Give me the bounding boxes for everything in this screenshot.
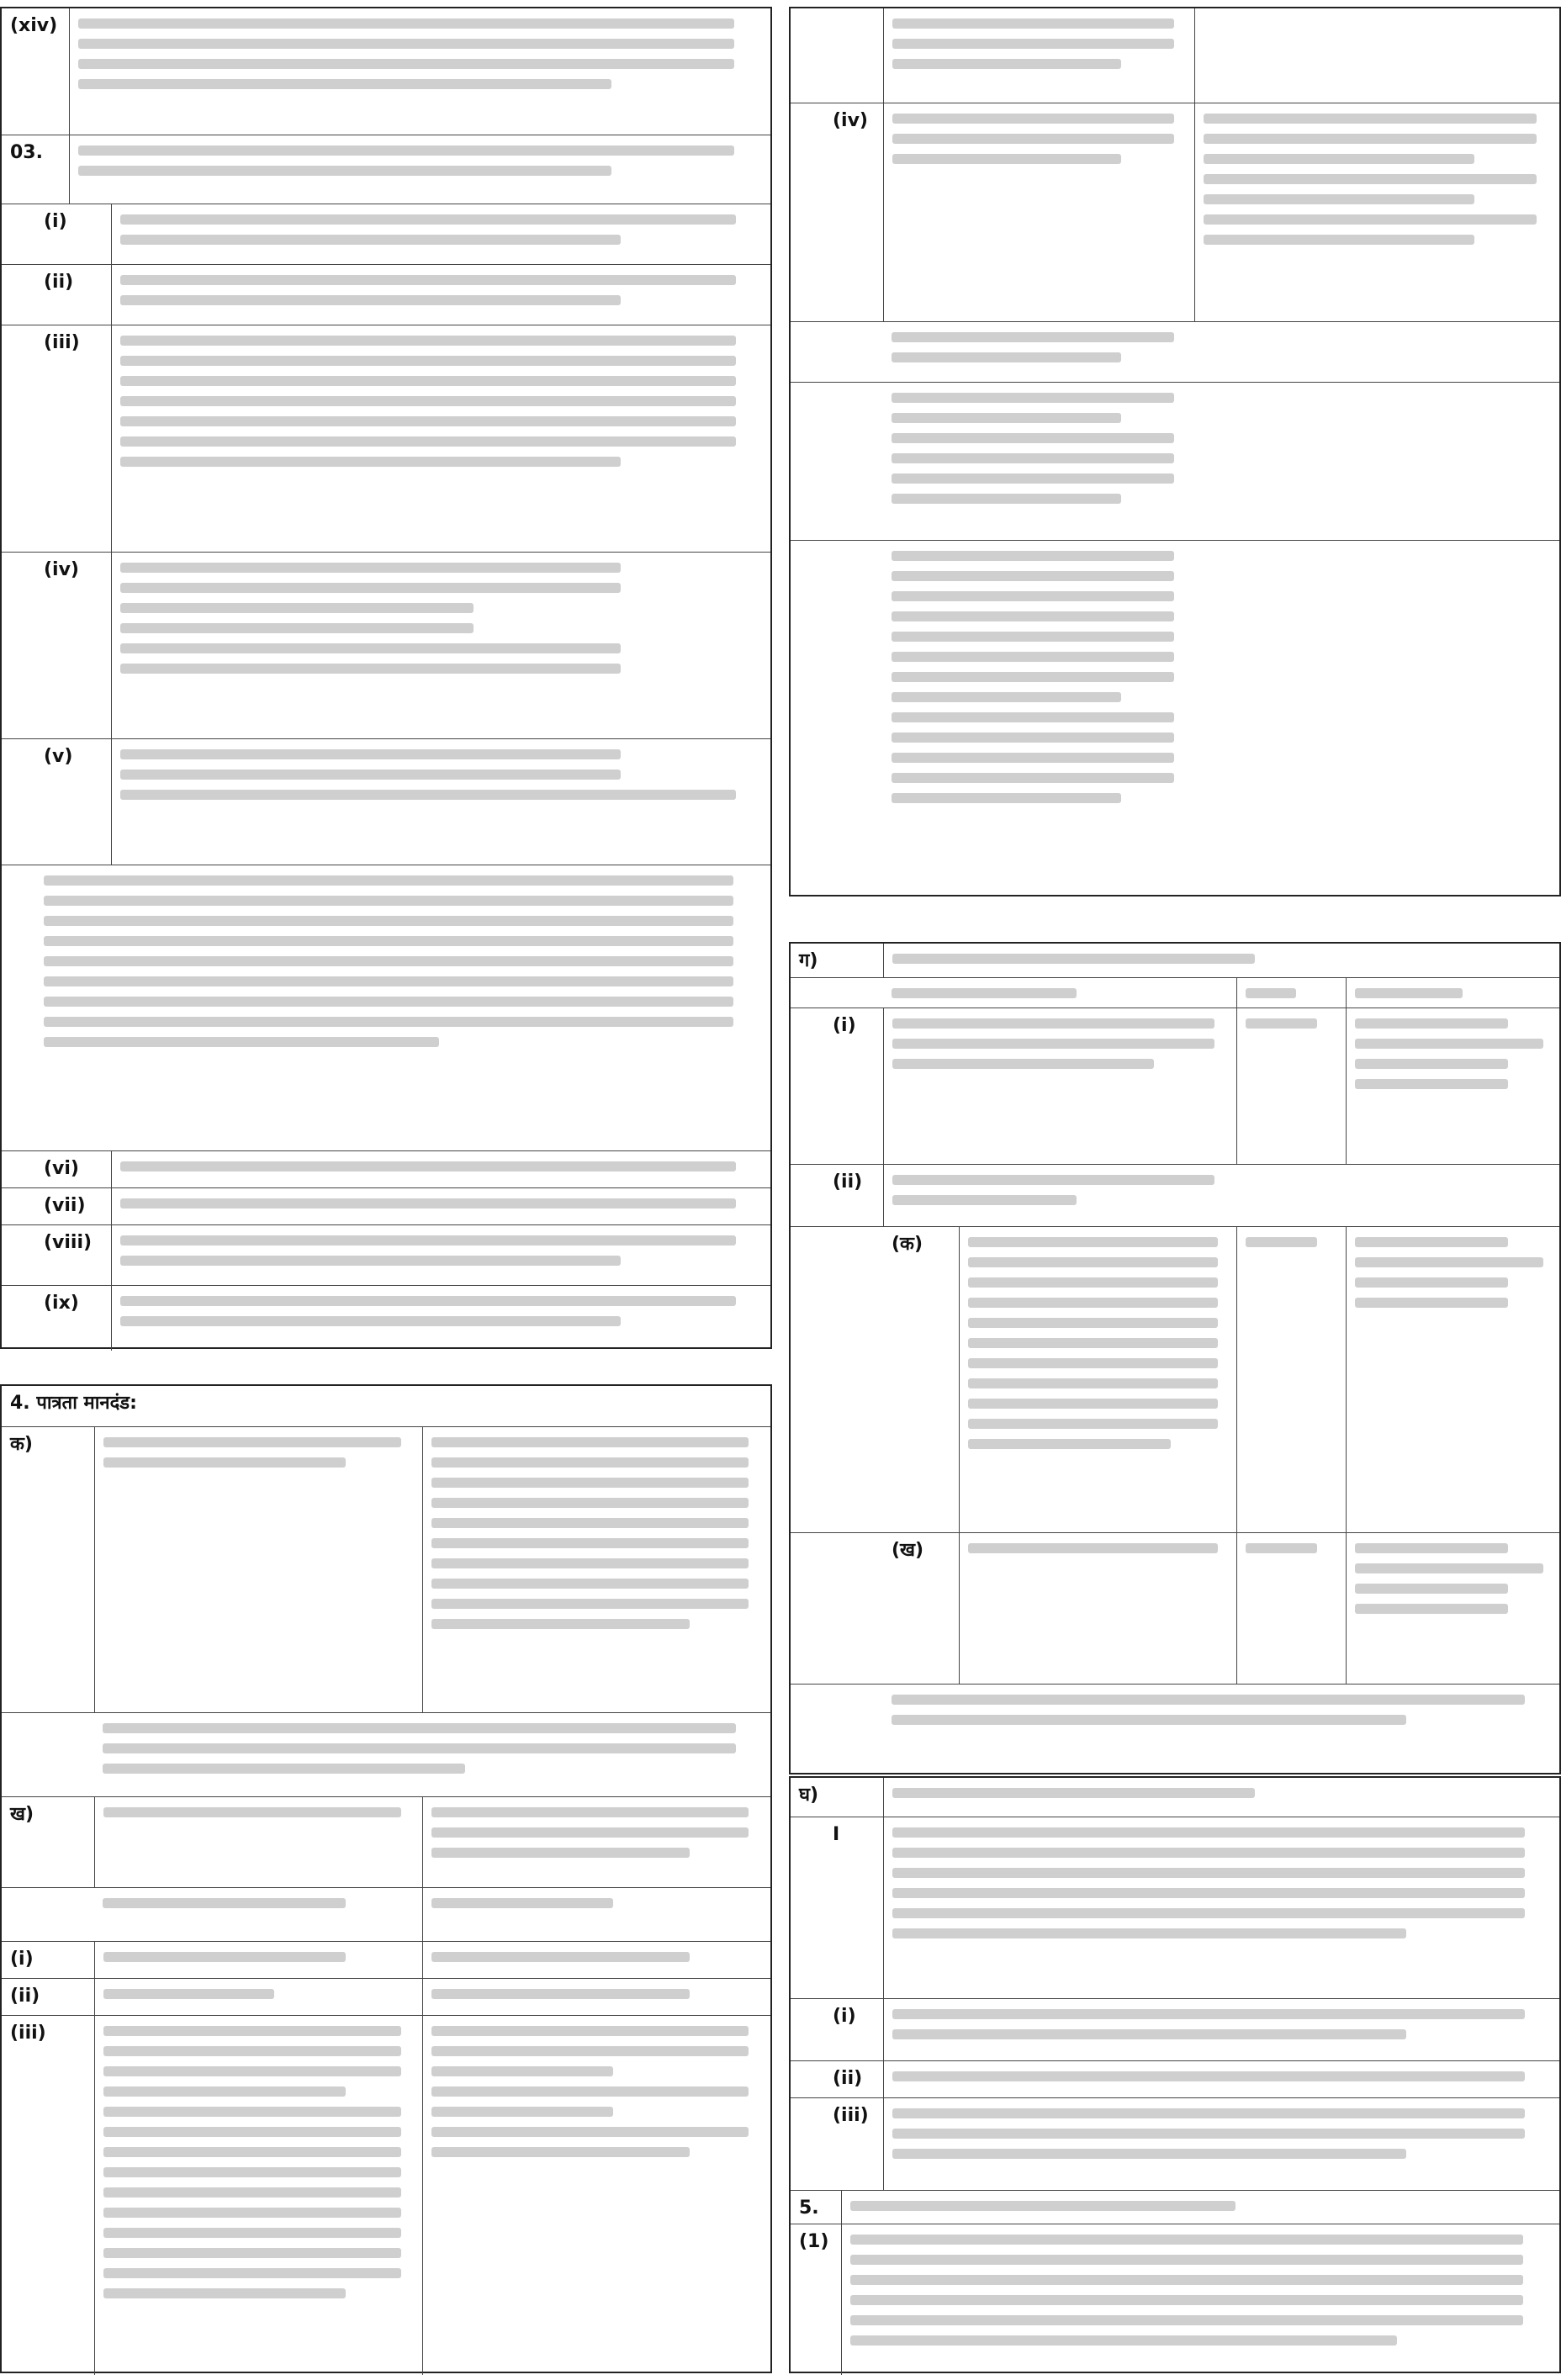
marker-ii: (ii)	[44, 272, 74, 293]
marker-medical-ii: (ii)	[833, 2068, 863, 2089]
physical-row-ka	[791, 1226, 1559, 1532]
text-placeholder	[422, 2016, 770, 2375]
physical-row-ii	[791, 1164, 1559, 1226]
text-placeholder	[883, 383, 1194, 540]
marker-i: (i)	[44, 211, 67, 232]
row-vii	[2, 1187, 770, 1224]
text-placeholder	[1236, 1533, 1346, 1684]
marker-vi: (vi)	[44, 1158, 79, 1179]
marker-vii: (vii)	[44, 1195, 86, 1216]
text-placeholder	[94, 1979, 422, 2015]
text-placeholder	[959, 1227, 1236, 1532]
text-placeholder	[1194, 103, 1559, 321]
marker-age-ii: (ii)	[10, 1986, 40, 2007]
text-placeholder	[94, 1942, 422, 1978]
row-note-right	[791, 540, 1559, 898]
text-placeholder	[1236, 978, 1346, 1008]
row-age-iii	[2, 2015, 770, 2375]
eligibility-heading: 4. पात्रता मानदंड:	[10, 1393, 137, 1414]
text-placeholder	[94, 1797, 422, 1887]
row-i	[2, 204, 770, 264]
text-placeholder	[94, 1427, 422, 1712]
physical-column-header-row	[791, 977, 1559, 1008]
text-placeholder	[111, 265, 770, 325]
text-placeholder	[1346, 978, 1559, 1008]
row-kha	[2, 1796, 770, 1887]
row-vi	[2, 1150, 770, 1187]
text-placeholder	[111, 1188, 770, 1224]
medical-heading-row	[791, 1778, 1559, 1817]
marker-v: (v)	[44, 746, 73, 767]
row-iv-right	[791, 103, 1559, 321]
row-ka-note	[2, 1712, 770, 1796]
row-ka	[2, 1426, 770, 1712]
text-placeholder	[883, 322, 1194, 382]
text-placeholder	[1236, 1008, 1346, 1164]
text-placeholder	[883, 1165, 1236, 1226]
marker-xiv: (xiv)	[10, 15, 58, 36]
marker-iv: (iv)	[44, 559, 79, 580]
row-age-i	[2, 1941, 770, 1978]
eligibility-heading-row	[2, 1386, 770, 1426]
empty-cell	[791, 8, 883, 103]
text-placeholder	[422, 1979, 770, 2015]
text-placeholder	[1346, 1227, 1559, 1532]
physical-row-i	[791, 1008, 1559, 1164]
marker-kha: ख)	[10, 1804, 34, 1825]
text-placeholder	[841, 2191, 1559, 2224]
row-note	[2, 865, 770, 1150]
text-placeholder	[1236, 1227, 1346, 1532]
text-placeholder	[883, 1008, 1236, 1164]
marker-physical-i: (i)	[833, 1015, 856, 1036]
physical-heading-row	[791, 944, 1559, 977]
marker-iv-right: (iv)	[833, 110, 868, 131]
text-placeholder	[883, 2061, 1559, 2097]
eligibility-block	[0, 1384, 772, 2373]
row-age-header	[2, 1887, 770, 1941]
text-placeholder	[841, 2224, 1559, 2375]
text-placeholder	[94, 1713, 770, 1796]
medical-standards-block	[789, 1776, 1561, 2373]
text-placeholder	[94, 1888, 422, 1941]
text-placeholder	[883, 978, 1236, 1008]
text-placeholder	[883, 1999, 1559, 2060]
row-03	[2, 135, 770, 204]
text-placeholder	[111, 325, 770, 552]
text-placeholder	[959, 1533, 1236, 1684]
text-placeholder	[883, 8, 1194, 103]
physical-note-row	[791, 1684, 1559, 1776]
physical-row-kha	[791, 1532, 1559, 1684]
row-age-ii	[2, 1978, 770, 2015]
text-placeholder	[1346, 1533, 1559, 1684]
text-placeholder	[111, 1225, 770, 1285]
text-placeholder	[35, 865, 770, 1150]
text-placeholder	[883, 944, 1559, 977]
marker-age-iii: (iii)	[10, 2023, 46, 2044]
marker-iii: (iii)	[44, 332, 80, 353]
text-placeholder	[111, 1286, 770, 1351]
marker-5: 5.	[799, 2198, 819, 2219]
marker-medical-i: (i)	[833, 2006, 856, 2027]
age-relaxation-continued-block	[789, 7, 1561, 896]
text-placeholder	[422, 1427, 770, 1712]
marker-medical-I: I	[833, 1824, 840, 1845]
row-iv	[2, 552, 770, 738]
medical-row-I	[791, 1817, 1559, 1998]
text-placeholder	[111, 1151, 770, 1187]
medical-row-iii	[791, 2097, 1559, 2190]
empty-cell	[1194, 8, 1559, 103]
text-placeholder	[883, 1778, 1559, 1817]
marker-ex-1: (1)	[799, 2231, 829, 2252]
row-viii	[2, 1224, 770, 1285]
text-placeholder	[883, 2098, 1559, 2190]
row-ii	[2, 264, 770, 325]
text-placeholder	[883, 541, 1194, 898]
ex-servicemen-row-1	[791, 2224, 1559, 2375]
text-placeholder	[422, 1942, 770, 1978]
medical-row-i	[791, 1998, 1559, 2060]
text-placeholder	[883, 1685, 1559, 1776]
text-placeholder	[422, 1888, 770, 1941]
text-placeholder	[111, 739, 770, 865]
row-ix	[2, 1285, 770, 1351]
marker-viii: (viii)	[44, 1232, 93, 1253]
row-dependents	[791, 382, 1559, 540]
recruitment-process-block	[0, 7, 772, 1349]
row-iii	[2, 325, 770, 552]
marker-ka: क)	[10, 1434, 33, 1455]
text-placeholder	[883, 103, 1194, 321]
text-placeholder	[1346, 1008, 1559, 1164]
marker-physical-ka: (क)	[892, 1234, 923, 1255]
marker-gha: घ)	[799, 1785, 819, 1806]
text-placeholder	[111, 204, 770, 264]
marker-ga: ग)	[799, 950, 818, 971]
marker-ix: (ix)	[44, 1293, 79, 1314]
text-placeholder	[94, 2016, 422, 2375]
marker-age-i: (i)	[10, 1949, 34, 1970]
row-children	[791, 321, 1559, 382]
marker-physical-kha: (ख)	[892, 1540, 924, 1561]
text-placeholder	[883, 1817, 1559, 1998]
marker-physical-ii: (ii)	[833, 1171, 863, 1193]
text-placeholder	[69, 135, 770, 204]
medical-row-ii	[791, 2060, 1559, 2097]
row-xiv	[2, 8, 770, 135]
marker-03: 03.	[10, 142, 43, 163]
text-placeholder	[111, 553, 770, 738]
row-continued	[791, 8, 1559, 103]
text-placeholder	[422, 1797, 770, 1887]
ex-servicemen-heading-row	[791, 2190, 1559, 2224]
marker-medical-iii: (iii)	[833, 2105, 869, 2126]
physical-standards-block	[789, 942, 1561, 1774]
row-v	[2, 738, 770, 865]
text-placeholder	[69, 8, 770, 135]
